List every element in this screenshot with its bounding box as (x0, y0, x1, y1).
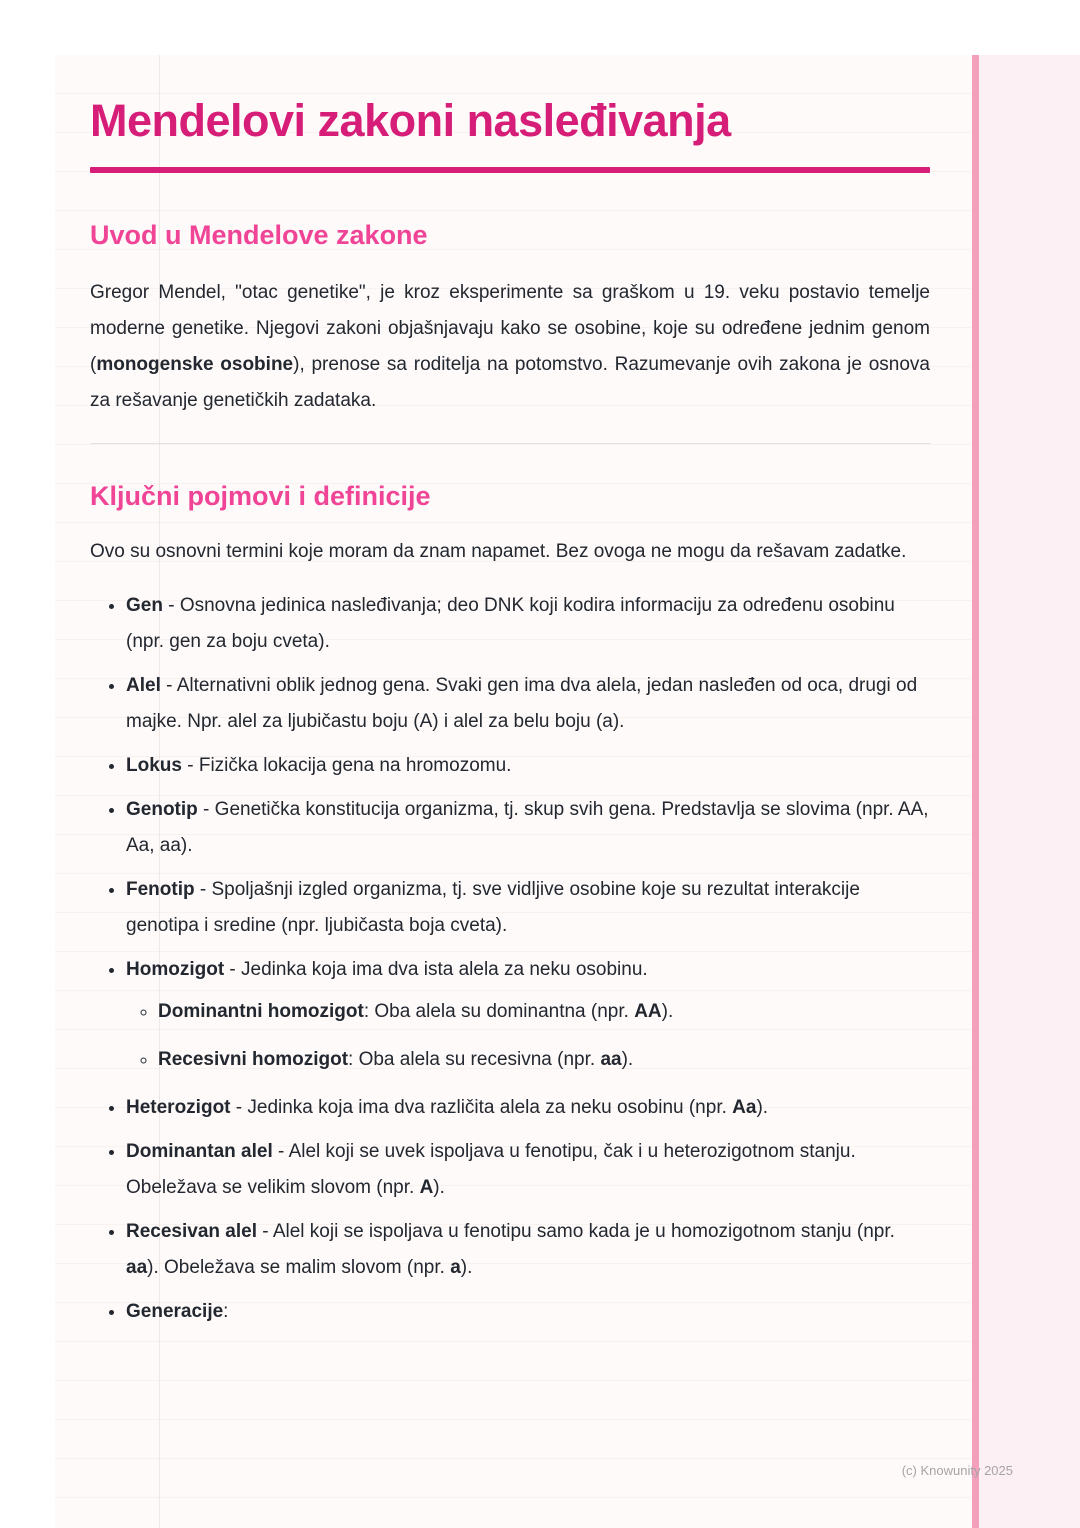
note-sheet (55, 55, 972, 1528)
text-segment: ). (460, 1257, 473, 1278)
term-item (126, 668, 930, 740)
term-keyword: Genotip (126, 799, 198, 820)
text-segment: - Alternativni oblik jednog gena. Svaki gen ima dva alela, jedan nasleđen od oca, drugi od majke. Npr. alel za ljubičastu boju (A) i alel za belu boju (a). (126, 675, 918, 732)
text-segment: - Osnovna jedinica nasleđivanja; deo DNK koji kodira informaciju za određenu osobinu (npr. gen za boju cveta). (126, 595, 895, 652)
term-item (126, 792, 930, 864)
term-keyword: Alel (126, 675, 161, 696)
section-heading-terms: Ključni pojmovi i definicije (90, 481, 431, 511)
watermark: (c) Knowunity 2025 (901, 1463, 1013, 1478)
text-segment: Ovo su osnovni termini koje moram da znam napamet. Bez ovoga ne mogu da rešavam zadatke. (90, 541, 907, 562)
text-segment: - Spoljašnji izgled organizma, tj. sve vidljive osobine koje su rezultat interakcije genotipa i sredine (npr. ljubičasta boja cveta). (126, 879, 860, 936)
term-keyword: Fenotip (126, 879, 195, 900)
text-segment: Gregor Mendel, "otac genetike", je kroz eksperimente sa graškom u 19. veku postavio temelje moderne genetike. Njegovi zakoni objašnjavaju kako se osobine, koje su određene jednim genom ( (90, 282, 930, 375)
text-segment: ). (756, 1097, 769, 1118)
text-segment: ). (433, 1177, 445, 1198)
term-subitem-list (126, 994, 930, 1078)
intro-paragraph (90, 275, 930, 419)
terms-list (90, 588, 930, 1330)
term-item (126, 1294, 930, 1330)
term-item (126, 872, 930, 944)
term-keyword: Aa (732, 1097, 757, 1118)
text-segment: - Genetička konstitucija organizma, tj. skup svih gena. Predstavlja se slovima (npr. AA, Aa, aa). (126, 799, 929, 856)
text-segment: - Alel koji se ispoljava u fenotipu samo kada je u homozigotnom stanju (npr. (256, 1221, 895, 1242)
text-segment: : Oba alela su recesivna (npr. (348, 1049, 601, 1070)
text-segment: - Fizička lokacija gena na hromozomu. (181, 755, 512, 776)
term-keyword: A (419, 1177, 434, 1198)
title-underline (90, 167, 930, 173)
page-title: Mendelovi zakoni nasleđivanja (90, 95, 731, 146)
term-item (126, 1090, 930, 1126)
section-divider (90, 443, 930, 444)
term-item (126, 952, 930, 1078)
term-keyword: monogenske osobine (96, 354, 294, 375)
term-keyword: a (450, 1257, 461, 1278)
page-right-margin (979, 55, 1080, 1528)
term-keyword: Lokus (126, 755, 182, 776)
term-subitem (158, 1042, 930, 1078)
text-segment: ). Obeležava se malim slovom (npr. (147, 1257, 451, 1278)
term-item (126, 1214, 930, 1286)
section-heading-intro: Uvod u Mendelove zakone (90, 220, 428, 250)
text-segment: ). (661, 1001, 674, 1022)
page-edge-stripe (972, 55, 979, 1528)
term-keyword: AA (634, 1001, 662, 1022)
term-item (126, 748, 930, 784)
term-keyword: Homozigot (126, 959, 225, 980)
term-keyword: Recesivan alel (126, 1221, 257, 1242)
term-keyword: Gen (126, 595, 163, 616)
term-keyword: Recesivni homozigot (158, 1049, 349, 1070)
term-keyword: Heterozigot (126, 1097, 231, 1118)
text-segment: : Oba alela su dominantna (npr. (363, 1001, 635, 1022)
term-item (126, 1134, 930, 1206)
term-keyword: Generacije (126, 1301, 224, 1322)
term-keyword: aa (126, 1257, 148, 1278)
terms-intro-paragraph (90, 534, 930, 570)
text-segment: : (223, 1301, 229, 1322)
term-subitem (158, 994, 930, 1030)
text-segment: - Jedinka koja ima dva ista alela za neku osobinu. (224, 959, 648, 980)
text-segment: ). (621, 1049, 634, 1070)
text-segment: ), prenose sa roditelja na potomstvo. Razumevanje ovih zakona je osnova za rešavanje genetičkih zadataka. (90, 354, 930, 411)
term-keyword: aa (600, 1049, 622, 1070)
term-item (126, 588, 930, 660)
term-keyword: Dominantni homozigot (158, 1001, 364, 1022)
text-segment: - Alel koji se uvek ispoljava u fenotipu, čak i u heterozigotnom stanju. Obeležava se velikim slovom (npr. (126, 1141, 856, 1198)
term-keyword: Dominantan alel (126, 1141, 273, 1162)
text-segment: - Jedinka koja ima dva različita alela za neku osobinu (npr. (230, 1097, 733, 1118)
